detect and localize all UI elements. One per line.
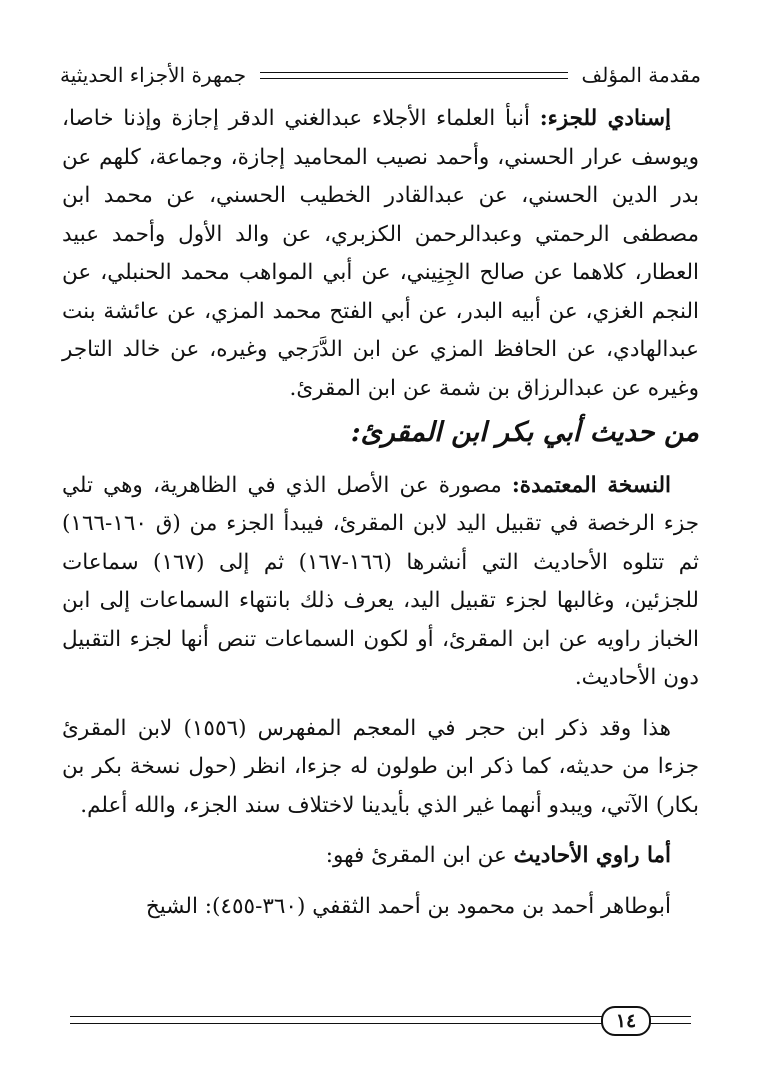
nuskha-paragraph xyxy=(62,467,699,698)
last-line-paragraph xyxy=(62,888,699,927)
section-heading-colon: : xyxy=(350,417,361,448)
footer-rule xyxy=(70,1016,691,1024)
rawi-body: عن ابن المقرئ فهو: xyxy=(325,843,507,868)
isnadi-body: أنبأ العلماء الأجلاء عبدالغني الدقر إجازة وإذنا خاصا، ويوسف عرار الحسني، وأحمد نصيب المحاميد إجازة، وجماعة، كلهم عن بدر الدين الحسني، عن عبدالقادر الخطيب الحسني، عن محمد ابن مصطفى الرحمتي وعبدالرحمن الكزبري، عن والد الأول وأحمد عبيد العطار، كلاهما عن صالح الجِنِيني، عن أبي المواهب محمد الحنبلي، عن النجم الغزي، عن أبيه البدر، عن أبي الفتح محمد المزي، عن عائشة بنت عبدالهادي، عن الحافظ المزي عن ابن الدَّرَجي وغيره، عن خالد التاجر وغيره عن عبدالرزاق بن شمة عن ابن المقرئ. xyxy=(62,106,699,401)
page-footer xyxy=(70,1012,691,1034)
nuskha-lead: النسخة المعتمدة: xyxy=(511,472,671,498)
running-title-left: جمهرة الأجزاء الحديثية xyxy=(60,63,247,87)
page-number-badge xyxy=(601,1006,651,1036)
header-rule xyxy=(260,72,567,79)
hadha-paragraph xyxy=(62,710,699,826)
isnadi-paragraph xyxy=(62,100,699,408)
rawi-paragraph xyxy=(62,837,699,876)
page-header xyxy=(60,60,701,90)
isnadi-lead: إسنادي للجزء: xyxy=(539,106,671,131)
last-line: أبوطاهر أحمد بن محمود بن أحمد الثقفي (٣٦٠-٤٥٥): الشيخ xyxy=(145,893,671,919)
running-title-right: مقدمة المؤلف xyxy=(581,63,701,87)
section-heading-text: من حديث أبي بكر ابن المقرئ xyxy=(360,417,699,448)
rawi-lead: أما راوي الأحاديث xyxy=(513,843,671,868)
page-body xyxy=(62,100,699,926)
page-number: ١٤ xyxy=(615,1010,637,1032)
section-heading xyxy=(62,414,699,453)
hadha-body: هذا وقد ذكر ابن حجر في المعجم المفهرس (١٥٥٦) لابن المقرئ جزءا من حديثه، كما ذكر ابن طولون له جزءا، انظر (حول نسخة بكر بن بكار) الآتي، ويبدو أنهما غير الذي بأيدينا لاختلاف سند الجزء، والله أعلم. xyxy=(62,715,699,818)
nuskha-body: مصورة عن الأصل الذي في الظاهرية، وهي تلي جزء الرخصة في تقبيل اليد لابن المقرئ، فيبدأ الجزء من (ق ١٦٠-١٦٦) ثم تتلوه الأحاديث التي أنشرها (١٦٦-١٦٧) ثم إلى (١٦٧) سماعات للجزئين، وغالبها لجزء تقبيل اليد، يعرف ذلك بانتهاء السماعات إلى ابن الخباز راويه عن ابن المقرئ، أو لكون السماعات تنص أنها لجزء التقبيل دون الأحاديث. xyxy=(62,472,699,690)
